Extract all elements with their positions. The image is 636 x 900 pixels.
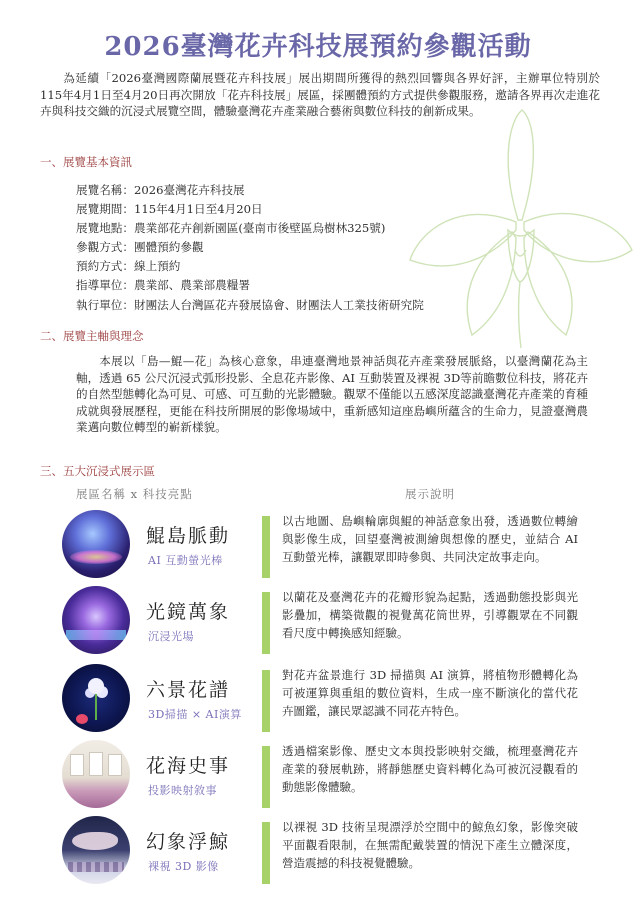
divider-bar [262, 670, 270, 732]
divider-bar [262, 746, 270, 808]
zone-item [62, 662, 598, 734]
zone-item [62, 738, 598, 810]
divider-bar [262, 592, 270, 654]
info-supervising-unit: 指導單位：農業部、農業部農糧署 [76, 278, 250, 293]
zone-tech: 裸視 3D 影像 [148, 860, 219, 873]
section-heading-basic-info: 一、展覽基本資訊 [40, 155, 132, 169]
zone-tech: AI 互動螢光棒 [148, 554, 223, 567]
divider-bar [262, 822, 270, 884]
zone-description: 以古地圖、島嶼輪廓與鯤的神話意象出發，透過數位轉繪與影像生成，回望臺灣被測繪與想像的歷史，並結合 AI 互動螢光棒，讓觀眾即時參與、共同決定故事走向。 [282, 514, 578, 565]
zone-name: 光鏡萬象 [146, 601, 231, 623]
zone-tech: 沉浸光場 [148, 630, 194, 643]
section-heading-zones: 三、五大沉浸式展示區 [40, 464, 155, 478]
page-title: 2026臺灣花卉科技展預約參觀活動 [104, 32, 532, 62]
zone-name: 鯤島脈動 [146, 525, 231, 547]
info-exhibition-name: 展覽名稱：2026臺灣花卉科技展 [76, 183, 245, 197]
zone-item [62, 814, 598, 886]
zone-name: 幻象浮鯨 [146, 831, 231, 853]
theme-paragraph: 本展以「島—鯤—花」為核心意象，串連臺灣地景神話與花卉產業發展脈絡，以臺灣蘭花為主軸，透過 65 公尺沉浸式弧形投影、全息花卉影像、AI 互動裝置及裸視 3D等前瞻數位科技，將花卉的自然型態轉化為可見、可感、可互動的光影體驗。觀眾不僅能以五感深度認識臺灣花卉產業的育種成就與發展歷程，更能在科技所開展的影像場域中，重新感知這座島嶼所蘊含的生命力，見證臺灣農業邁向數位轉型的嶄新樣貌。 [76, 354, 588, 434]
zone-description: 透過檔案影像、歷史文本與投影映射交織，梳理臺灣花卉產業的發展軌跡，將靜態歷史資料轉化為可被沉浸觀看的動態影像體驗。 [282, 744, 578, 795]
zone-tech: 投影映射敘事 [148, 784, 217, 797]
zone-name: 花海史事 [146, 755, 231, 777]
intro-paragraph: 為延續「2026臺灣國際蘭展暨花卉科技展」展出期間所獲得的熱烈回響與各界好評，主辦單位特別於115年4月1日至4月20日再次開放「花卉科技展」展區，採團體預約方式提供參觀服務，邀請各界再次走進花卉與科技交織的沉浸式展覽空間，體驗臺灣花卉產業融合藝術與數位科技的創新成果。 [40, 71, 600, 118]
divider-bar [262, 516, 270, 578]
info-exhibition-venue: 展覽地點：農業部花卉創新園區(臺南市後壁區烏樹林325號) [76, 221, 386, 236]
section-heading-theme: 二、展覽主軸與理念 [40, 329, 144, 343]
column-header-description: 展示說明 [405, 487, 455, 501]
zone-item [62, 508, 598, 580]
zone-photo [62, 586, 130, 654]
info-booking-method: 預約方式：線上預約 [76, 259, 181, 274]
column-header-zone-tech: 展區名稱 x 科技亮點 [76, 487, 193, 501]
info-exhibition-period: 展覽期間：115年4月1日至4月20日 [76, 202, 263, 217]
zone-item [62, 584, 598, 656]
zone-tech: 3D掃描 × AI演算 [148, 708, 242, 721]
zone-description: 以蘭花及臺灣花卉的花瓣形貌為起點，透過動態投影與光影疊加，構築微觀的視覺萬花筒世界，引導觀眾在不同觀看尺度中轉換感知經驗。 [282, 590, 578, 641]
info-executing-unit: 執行單位：財團法人台灣區花卉發展協會、財團法人工業技術研究院 [76, 297, 424, 312]
zone-photo [62, 510, 130, 578]
zone-description: 以裸視 3D 技術呈現漂浮於空間中的鯨魚幻象，影像突破平面觀看限制，在無需配戴裝置的情況下產生立體深度，營造震撼的科技視覺體驗。 [282, 820, 578, 871]
basic-info-list [76, 181, 424, 315]
zone-photo [62, 664, 130, 732]
zone-photo [62, 740, 130, 808]
zone-photo [62, 816, 130, 884]
zone-name: 六景花譜 [146, 679, 231, 701]
zone-description: 對花卉盆景進行 3D 掃描與 AI 演算，將植物形體轉化為可被運算與重組的數位資料，生成一座不斷演化的當代花卉圖鑑，讓民眾認識不同花卉特色。 [282, 668, 578, 719]
orchid-watermark [400, 100, 636, 350]
info-visit-method: 參觀方式：團體預約參觀 [76, 240, 204, 255]
